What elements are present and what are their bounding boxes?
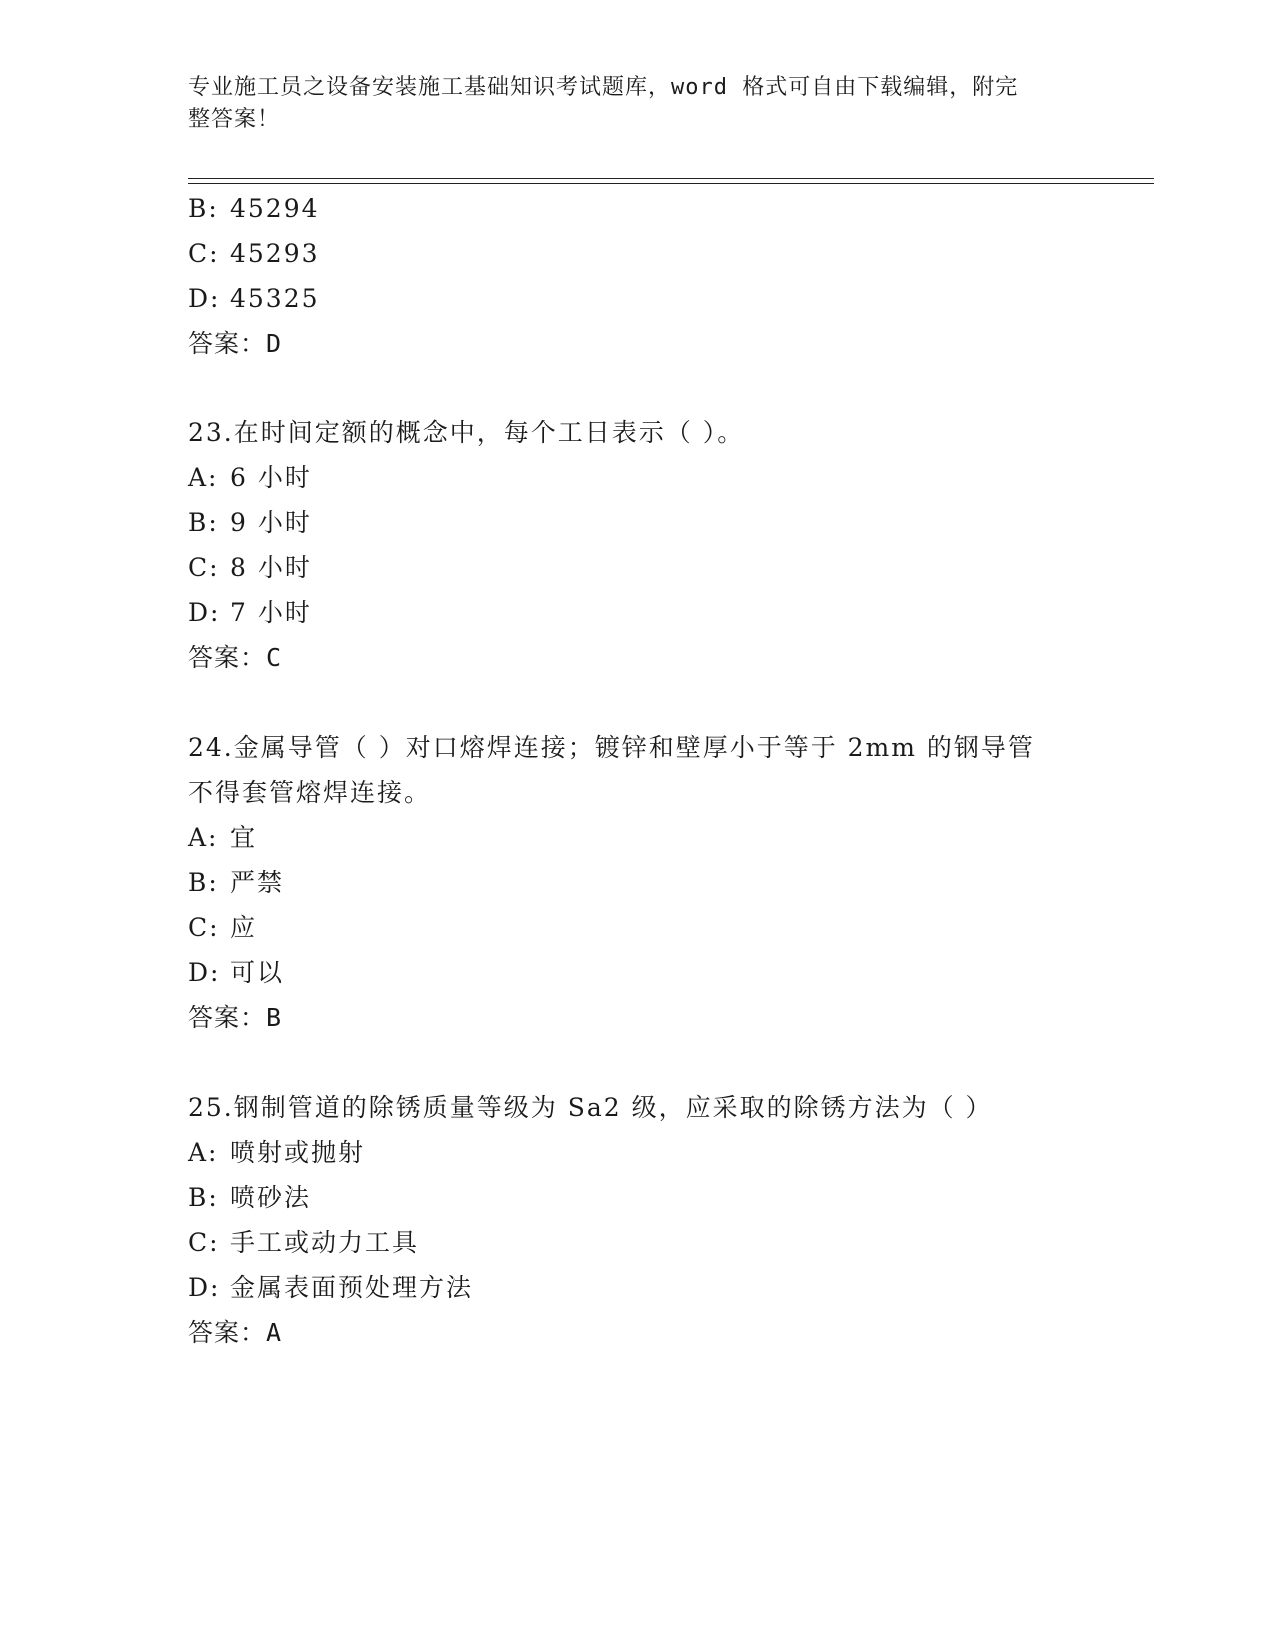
answer-value: C bbox=[266, 643, 283, 672]
answer-label: 答案： bbox=[188, 1003, 267, 1032]
option-b bbox=[188, 508, 312, 538]
option-label: D: bbox=[188, 284, 221, 313]
option-text: 6 小时 bbox=[230, 463, 312, 492]
answer-label: 答案： bbox=[188, 1318, 267, 1347]
option-text: 应 bbox=[230, 913, 258, 942]
option-text: 8 小时 bbox=[230, 553, 312, 582]
option-c bbox=[188, 239, 320, 269]
option-text: 9 小时 bbox=[230, 508, 312, 537]
answer-label: 答案： bbox=[188, 643, 267, 672]
question-24-stem-line2: 不得套管熔焊连接。 bbox=[188, 778, 432, 807]
option-text: 宜 bbox=[230, 823, 258, 852]
option-label: B: bbox=[188, 194, 219, 223]
option-label: B: bbox=[188, 1183, 219, 1212]
option-text: 严禁 bbox=[230, 868, 285, 897]
option-b bbox=[188, 194, 320, 224]
option-label: B: bbox=[188, 868, 219, 897]
answer-line bbox=[188, 329, 282, 359]
option-label: D: bbox=[188, 1273, 221, 1302]
header-divider-bottom bbox=[188, 183, 1154, 184]
option-a bbox=[188, 1138, 365, 1168]
question-25-stem: 25.钢制管道的除锈质量等级为 Sa2 级，应采取的除锈方法为（ ） bbox=[188, 1093, 993, 1122]
option-d bbox=[188, 958, 284, 988]
option-label: A: bbox=[188, 463, 219, 492]
header-divider-top bbox=[188, 178, 1154, 179]
option-label: D: bbox=[188, 598, 221, 627]
option-label: A: bbox=[188, 1138, 219, 1167]
option-label: D: bbox=[188, 958, 221, 987]
document-header: 专业施工员之设备安装施工基础知识考试题库，word 格式可自由下载编辑，附完 整答案！ bbox=[188, 75, 1019, 132]
option-text: 45325 bbox=[230, 284, 320, 313]
option-label: A: bbox=[188, 823, 219, 852]
option-a bbox=[188, 823, 257, 853]
option-label: C: bbox=[188, 553, 220, 582]
option-label: C: bbox=[188, 239, 220, 268]
option-b bbox=[188, 1183, 311, 1213]
answer-line bbox=[188, 1318, 282, 1348]
option-c bbox=[188, 913, 257, 943]
option-label: C: bbox=[188, 1228, 220, 1257]
option-b bbox=[188, 868, 284, 898]
option-d bbox=[188, 598, 312, 628]
option-text: 喷砂法 bbox=[230, 1183, 312, 1212]
question-24-stem-line1: 24.金属导管（ ）对口熔焊连接；镀锌和壁厚小于等于 2mm 的钢导管 bbox=[188, 733, 1035, 762]
option-c bbox=[188, 553, 312, 583]
option-c bbox=[188, 1228, 419, 1258]
answer-line bbox=[188, 643, 282, 673]
option-text: 7 小时 bbox=[230, 598, 312, 627]
answer-value: A bbox=[266, 1318, 283, 1347]
question-23-stem: 23.在时间定额的概念中，每个工日表示（ ）。 bbox=[188, 418, 745, 447]
option-text: 金属表面预处理方法 bbox=[230, 1273, 474, 1302]
option-text: 45293 bbox=[230, 239, 320, 268]
option-text: 手工或动力工具 bbox=[230, 1228, 420, 1257]
option-a bbox=[188, 463, 312, 493]
option-d bbox=[188, 1273, 473, 1303]
option-d bbox=[188, 284, 320, 314]
option-label: B: bbox=[188, 508, 219, 537]
answer-value: D bbox=[266, 329, 283, 358]
option-label: C: bbox=[188, 913, 220, 942]
option-text: 可以 bbox=[230, 958, 285, 987]
option-text: 喷射或抛射 bbox=[230, 1138, 366, 1167]
answer-line bbox=[188, 1003, 282, 1033]
answer-label: 答案： bbox=[188, 329, 267, 358]
option-text: 45294 bbox=[230, 194, 320, 223]
answer-value: B bbox=[266, 1003, 283, 1032]
